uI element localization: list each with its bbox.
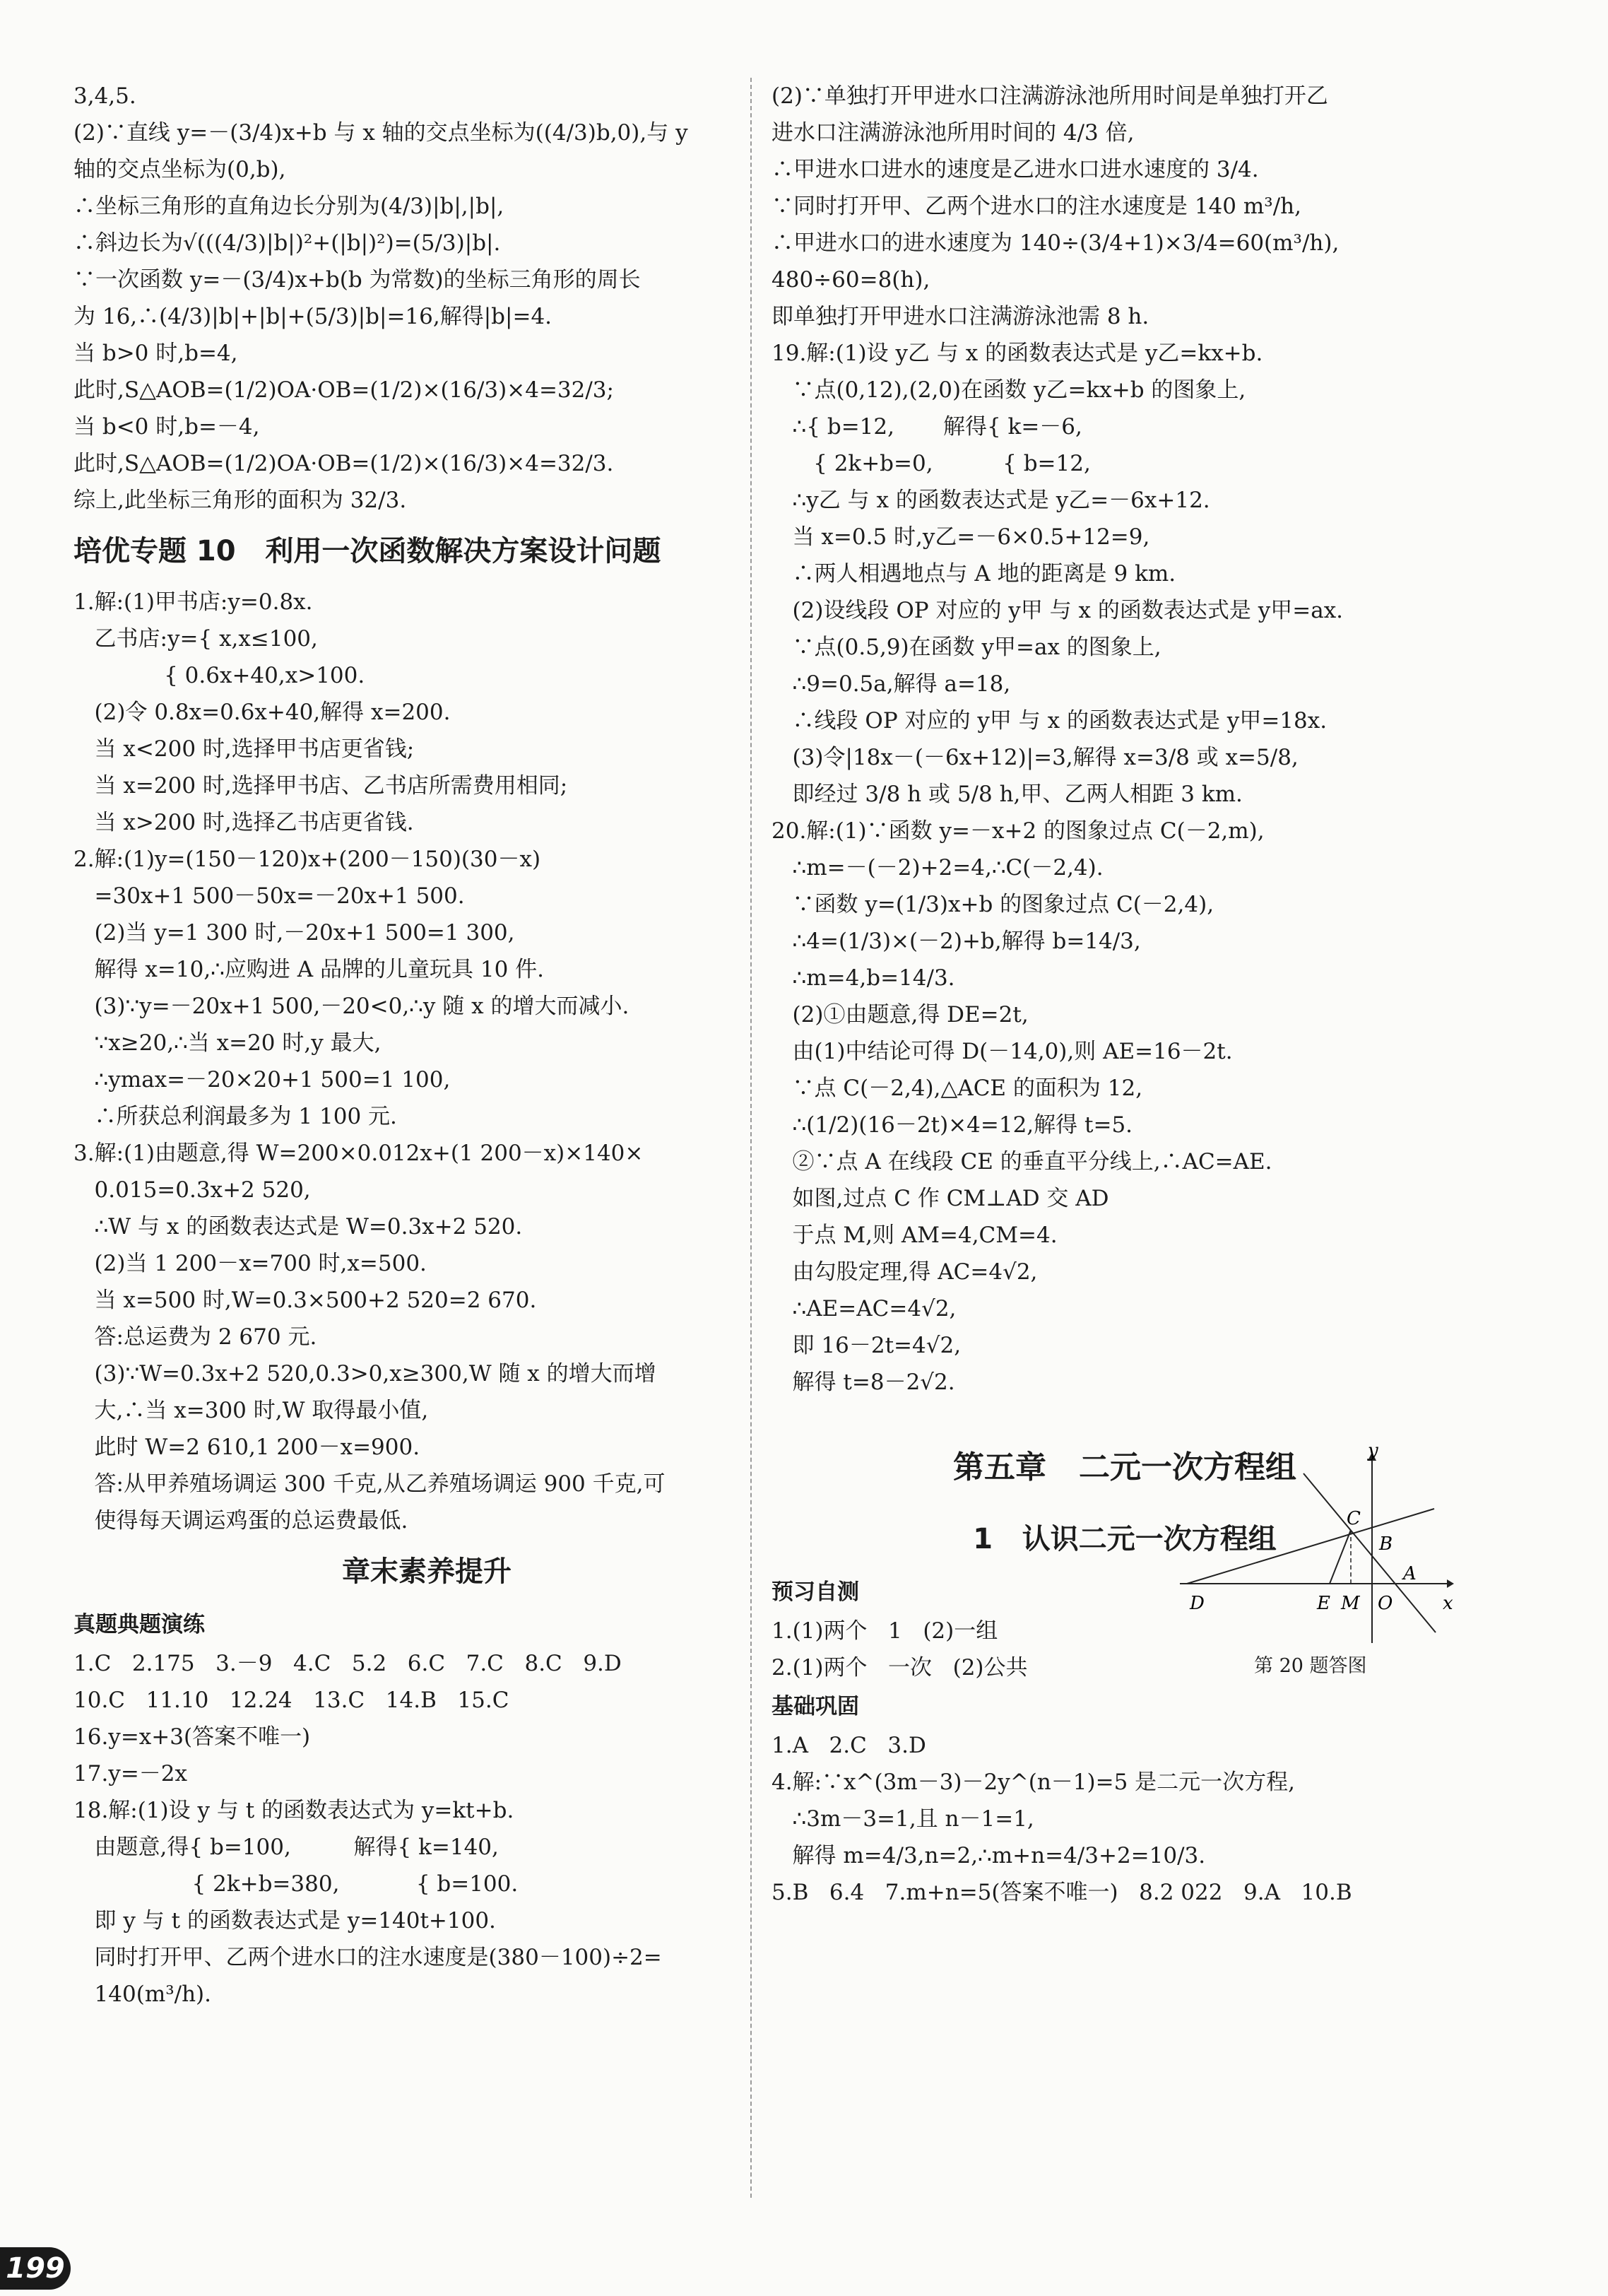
text-line: 同时打开甲、乙两个进水口的注水速度是(380－100)÷2=: [73, 1945, 662, 1970]
text-line: 由勾股定理,得 AC=4√2,: [772, 1259, 1038, 1285]
text-line: 4.解:∵x^(3m－3)－2y^(n－1)=5 是二元一次方程,: [772, 1770, 1296, 1795]
text-line: (2)设线段 OP 对应的 y甲 与 x 的函数表达式是 y甲=ax.: [772, 598, 1344, 623]
text-line: 当 x=500 时,W=0.3×500+2 520=2 670.: [73, 1288, 537, 1313]
text-line: 于点 M,则 AM=4,CM=4.: [772, 1223, 1058, 1248]
text-line: 乙书店:y={ x,x≤100,: [73, 626, 318, 652]
text-line: (2)当 y=1 300 时,－20x+1 500=1 300,: [73, 920, 515, 946]
text-line: 进水口注满游泳池所用时间的 4/3 倍,: [772, 120, 1135, 146]
text-line: 480÷60=8(h),: [772, 267, 930, 293]
text-line: ∴线段 OP 对应的 y甲 与 x 的函数表达式是 y甲=18x.: [772, 708, 1328, 734]
text-line: 1.(1)两个 1 (2)一组: [772, 1618, 998, 1644]
figure-caption: 第 20 题答图: [1254, 1655, 1367, 1677]
text-line: ∴甲进水口进水的速度是乙进水口进水速度的 3/4.: [772, 157, 1259, 182]
text-line: (2)令 0.8x=0.6x+40,解得 x=200.: [73, 700, 451, 725]
label-e: E: [1317, 1593, 1330, 1614]
text-line: 17.y=－2x: [73, 1761, 187, 1786]
text-line: 解得 m=4/3,n=2,∴m+n=4/3+2=10/3.: [772, 1843, 1206, 1868]
text-line: (3)∵y=－20x+1 500,－20<0,∴y 随 x 的增大而减小.: [73, 994, 629, 1019]
text-line: 2.(1)两个 一次 (2)公共: [772, 1655, 1028, 1680]
coordinate-diagram: [1173, 1445, 1455, 1650]
text-line: ∵x≥20,∴当 x=20 时,y 最大,: [73, 1030, 382, 1056]
text-line: 16.y=x+3(答案不唯一): [73, 1724, 311, 1750]
text-line: 大,∴当 x=300 时,W 取得最小值,: [73, 1398, 429, 1423]
text-line: ∴两人相遇地点与 A 地的距离是 9 km.: [772, 561, 1176, 587]
preview-label: 预习自测: [772, 1579, 859, 1605]
x-axis-arrow: [1447, 1579, 1454, 1588]
text-line: ∴m=4,b=14/3.: [772, 965, 955, 991]
text-line: (3)∵W=0.3x+2 520,0.3>0,x≥300,W 随 x 的增大而增: [73, 1361, 656, 1387]
text-line: 答:从甲养殖场调运 300 千克,从乙养殖场调运 900 千克,可: [73, 1471, 666, 1497]
label-b: B: [1379, 1533, 1393, 1555]
text-line: (2)当 1 200－x=700 时,x=500.: [73, 1251, 427, 1276]
text-line: ∴y乙 与 x 的函数表达式是 y乙=－6x+12.: [772, 488, 1210, 513]
chapter-end-title: 章末素养提升: [342, 1555, 512, 1588]
label-d: D: [1190, 1593, 1205, 1614]
text-line: 此时,S△AOB=(1/2)OA·OB=(1/2)×(16/3)×4=32/3.: [73, 451, 614, 476]
text-line: ∵函数 y=(1/3)x+b 的图象过点 C(－2,4),: [772, 892, 1214, 917]
text-line: 此时,S△AOB=(1/2)OA·OB=(1/2)×(16/3)×4=32/3;: [73, 377, 614, 403]
text-line: ∴{ b=12, 解得{ k=－6,: [772, 414, 1082, 440]
section-title: 培优专题 10 利用一次函数解决方案设计问题: [73, 535, 661, 567]
label-o: O: [1378, 1593, 1393, 1614]
text-line: 即经过 3/8 h 或 5/8 h,甲、乙两人相距 3 km.: [772, 782, 1243, 807]
text-line: 由(1)中结论可得 D(－14,0),则 AE=16－2t.: [772, 1039, 1233, 1064]
text-line: ∵一次函数 y=－(3/4)x+b(b 为常数)的坐标三角形的周长: [73, 267, 641, 293]
text-line: 如图,过点 C 作 CM⊥AD 交 AD: [772, 1186, 1109, 1211]
spacer: [772, 1401, 1478, 1429]
text-line: 为 16,∴(4/3)|b|+|b|+(5/3)|b|=16,解得|b|=4.: [73, 304, 552, 329]
text-line: 解得 t=8－2√2.: [772, 1370, 955, 1395]
text-line: 1.A 2.C 3.D: [772, 1733, 926, 1758]
text-line: ∵点(0.5,9)在函数 y甲=ax 的图象上,: [772, 635, 1161, 660]
line-dc: [1187, 1509, 1434, 1584]
text-line: 0.015=0.3x+2 520,: [73, 1177, 311, 1203]
text-line: (2)①由题意,得 DE=2t,: [772, 1002, 1029, 1028]
text-line: (2)∵单独打开甲进水口注满游泳池所用时间是单独打开乙: [772, 83, 1328, 109]
label-a: A: [1403, 1563, 1417, 1584]
text-line: 即 y 与 t 的函数表达式是 y=140t+100.: [73, 1908, 496, 1933]
text-line: 3.解:(1)由题意,得 W=200×0.012x+(1 200－x)×140×: [73, 1141, 644, 1166]
page-number: 199: [0, 2247, 71, 2290]
text-line: ∴ymax=－20×20+1 500=1 100,: [73, 1067, 451, 1093]
text-line: ∴斜边长为√(((4/3)|b|)²+(|b|)²)=(5/3)|b|.: [73, 230, 501, 256]
text-line: =30x+1 500－50x=－20x+1 500.: [73, 883, 465, 909]
text-line: 5.B 6.4 7.m+n=5(答案不唯一) 8.2 022 9.A 10.B: [772, 1880, 1352, 1905]
text-line: 1.解:(1)甲书店:y=0.8x.: [73, 589, 313, 615]
text-line: ∴4=(1/3)×(－2)+b,解得 b=14/3,: [772, 929, 1141, 954]
practice-label: 真题典题演练: [73, 1612, 205, 1637]
text-line: (3)令|18x－(－6x+12)|=3,解得 x=3/8 或 x=5/8,: [772, 745, 1299, 770]
text-line: ∴甲进水口的进水速度为 140÷(3/4+1)×3/4=60(m³/h),: [772, 230, 1340, 256]
text-line: 由题意,得{ b=100, 解得{ k=140,: [73, 1835, 499, 1860]
text-line: 当 x=200 时,选择甲书店、乙书店所需费用相同;: [73, 773, 568, 799]
text-line: 即单独打开甲进水口注满游泳池需 8 h.: [772, 304, 1149, 329]
text-line: 3,4,5.: [73, 83, 136, 109]
text-line: 20.解:(1)∵函数 y=－x+2 的图象过点 C(－2,m),: [772, 818, 1265, 844]
text-line: ∵点 C(－2,4),△ACE 的面积为 12,: [772, 1076, 1143, 1101]
text-line: ②∵点 A 在线段 CE 的垂直平分线上,∴AC=AE.: [772, 1149, 1272, 1175]
text-line: 140(m³/h).: [73, 1982, 212, 2007]
text-line: 使得每天调运鸡蛋的总运费最低.: [73, 1508, 408, 1533]
text-line: 2.解:(1)y=(150－120)x+(200－150)(30－x): [73, 847, 541, 872]
text-line: 轴的交点坐标为(0,b),: [73, 157, 286, 182]
text-line: 18.解:(1)设 y 与 t 的函数表达式为 y=kt+b.: [73, 1798, 514, 1823]
chapter-title: 第五章 二元一次方程组: [953, 1449, 1296, 1485]
text-line: 当 x<200 时,选择甲书店更省钱;: [73, 736, 415, 762]
text-line: ∴m=－(－2)+2=4,∴C(－2,4).: [772, 855, 1104, 881]
text-line: ∴坐标三角形的直角边长分别为(4/3)|b|,|b|,: [73, 194, 504, 219]
label-y: y: [1368, 1445, 1378, 1461]
text-line: { 2k+b=380, { b=100.: [73, 1871, 519, 1897]
label-x: x: [1443, 1593, 1453, 1614]
text-line: ∴所获总利润最多为 1 100 元.: [73, 1104, 397, 1129]
label-c: C: [1347, 1508, 1361, 1529]
text-line: 答:总运费为 2 670 元.: [73, 1324, 317, 1350]
text-line: 当 b>0 时,b=4,: [73, 341, 238, 366]
text-line: ∵点(0,12),(2,0)在函数 y乙=kx+b 的图象上,: [772, 377, 1246, 403]
text-line: 当 x=0.5 时,y乙=－6×0.5+12=9,: [772, 524, 1150, 550]
text-line: ∴3m－3=1,且 n－1=1,: [772, 1806, 1034, 1832]
text-line: 1.C 2.175 3.－9 4.C 5.2 6.C 7.C 8.C 9.D: [73, 1651, 622, 1676]
text-line: ∵同时打开甲、乙两个进水口的注水速度是 140 m³/h,: [772, 194, 1301, 219]
text-line: 当 x>200 时,选择乙书店更省钱.: [73, 810, 414, 835]
text-line: ∴9=0.5a,解得 a=18,: [772, 671, 1011, 697]
text-line: 即 16－2t=4√2,: [772, 1333, 962, 1358]
text-line: ∴(1/2)(16－2t)×4=12,解得 t=5.: [772, 1112, 1133, 1138]
text-line: 综上,此坐标三角形的面积为 32/3.: [73, 488, 407, 513]
label-m: M: [1341, 1593, 1360, 1614]
text-line: 当 b<0 时,b=－4,: [73, 414, 260, 440]
text-line: 解得 x=10,∴应购进 A 品牌的儿童玩具 10 件.: [73, 957, 544, 982]
text-line: 此时 W=2 610,1 200－x=900.: [73, 1435, 420, 1460]
text-line: ∴AE=AC=4√2,: [772, 1296, 957, 1321]
text-line: 10.C 11.10 12.24 13.C 14.B 15.C: [73, 1688, 509, 1713]
left-column: [73, 78, 780, 2013]
text-line: 19.解:(1)设 y乙 与 x 的函数表达式是 y乙=kx+b.: [772, 341, 1263, 366]
section-title: 1 认识二元一次方程组: [973, 1523, 1277, 1555]
text-line: ∴W 与 x 的函数表达式是 W=0.3x+2 520.: [73, 1214, 523, 1240]
figure-20-diagram: [1173, 1445, 1455, 1650]
basic-label: 基础巩固: [772, 1694, 859, 1719]
segment-ce: [1330, 1530, 1351, 1584]
text-line: { 2k+b=0, { b=12,: [772, 451, 1091, 476]
text-line: { 0.6x+40,x>100.: [73, 663, 365, 688]
text-line: (2)∵直线 y=－(3/4)x+b 与 x 轴的交点坐标为((4/3)b,0),与 y: [73, 120, 688, 146]
